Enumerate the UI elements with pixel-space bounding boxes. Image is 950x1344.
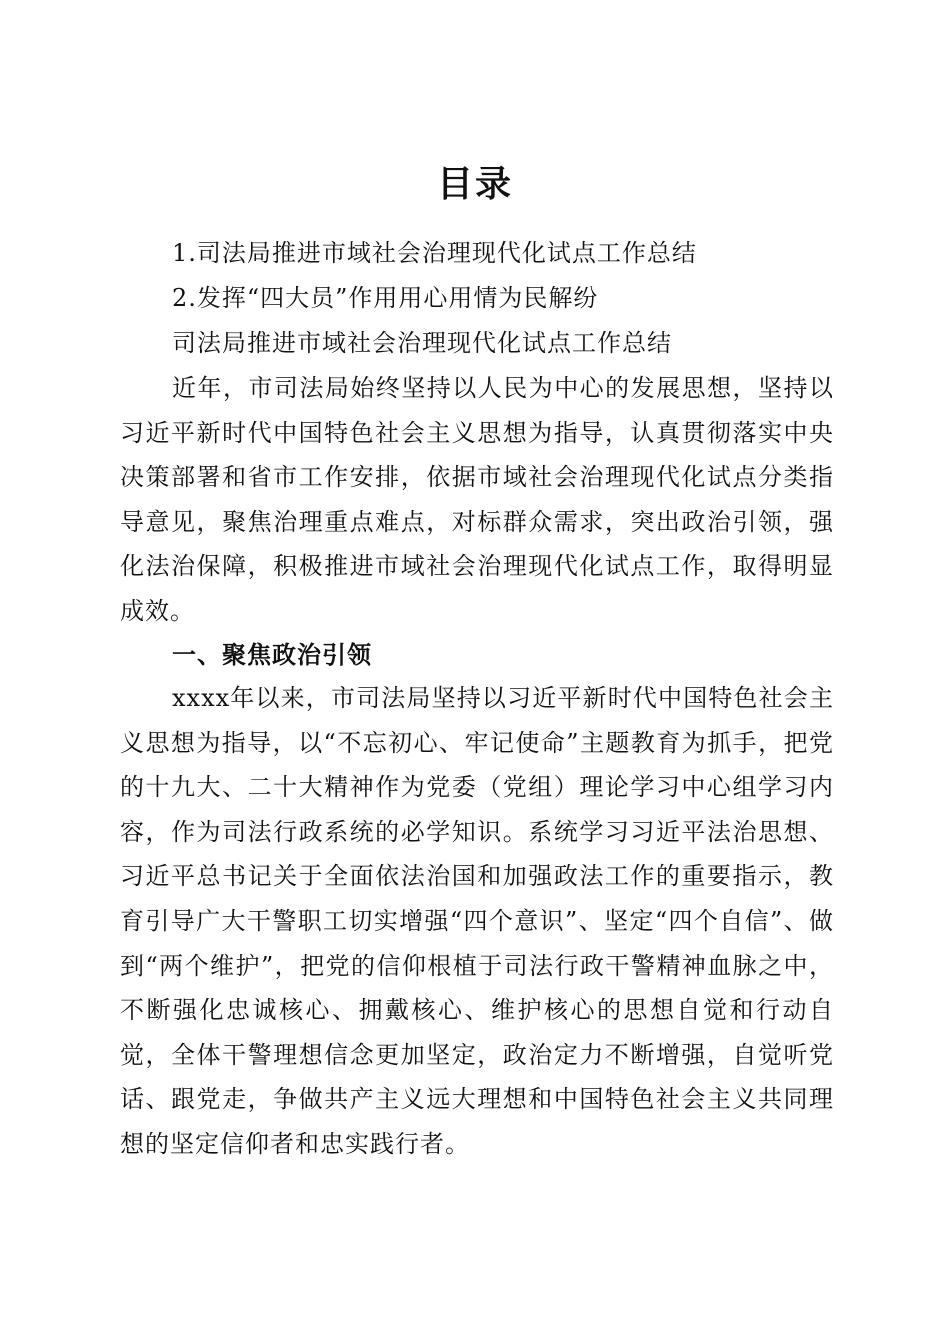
- toc-item-2: 2.发挥“四大员”作用用心用情为民解纷: [172, 284, 599, 312]
- intro-paragraph: 近年，市司法局始终坚持以人民为中心的发展思想，坚持以习近平新时代中国特色社会主义思想为指导，认真贯彻落实中央决策部署和省市工作安排，依据市域社会治理现代化试点分类指导意见，聚焦治理重点难点，对标群众需求，突出政治引领，强化法治保障，积极推进市域社会治理现代化试点工作，取得明显成效。: [120, 374, 834, 625]
- section-paragraph: xxxx年以来，市司法局坚持以习近平新时代中国特色社会主义思想为指导，以“不忘初心、牢记使命”主题教育为抓手，把党的十九大、二十大精神作为党委（党组）理论学习中心组学习内容，作为司法行政系统的必学知识。系统学习习近平法治思想、习近平总书记关于全面依法治国和加强政法工作的重要指示，教育引导广大干警职工切实增强“四个意识”、坚定“四个自信”、做到“两个维护”，把党的信仰根植于司法行政干警精神血脉之中，不断强化忠诚核心、拥戴核心、维护核心的思想自觉和行动自觉，全体干警理想信念更加坚定，政治定力不断增强，自觉听党话、跟党走，争做共产主义远大理想和中国特色社会主义共同理想的坚定信仰者和忠实践行者。: [120, 684, 834, 1158]
- toc-item-1: 1.司法局推进市域社会治理现代化试点工作总结: [172, 239, 697, 267]
- document-subtitle: 司法局推进市域社会治理现代化试点工作总结: [172, 329, 672, 357]
- section-heading: 一、聚焦政治引领: [172, 640, 372, 669]
- page-title: 目录: [436, 163, 513, 206]
